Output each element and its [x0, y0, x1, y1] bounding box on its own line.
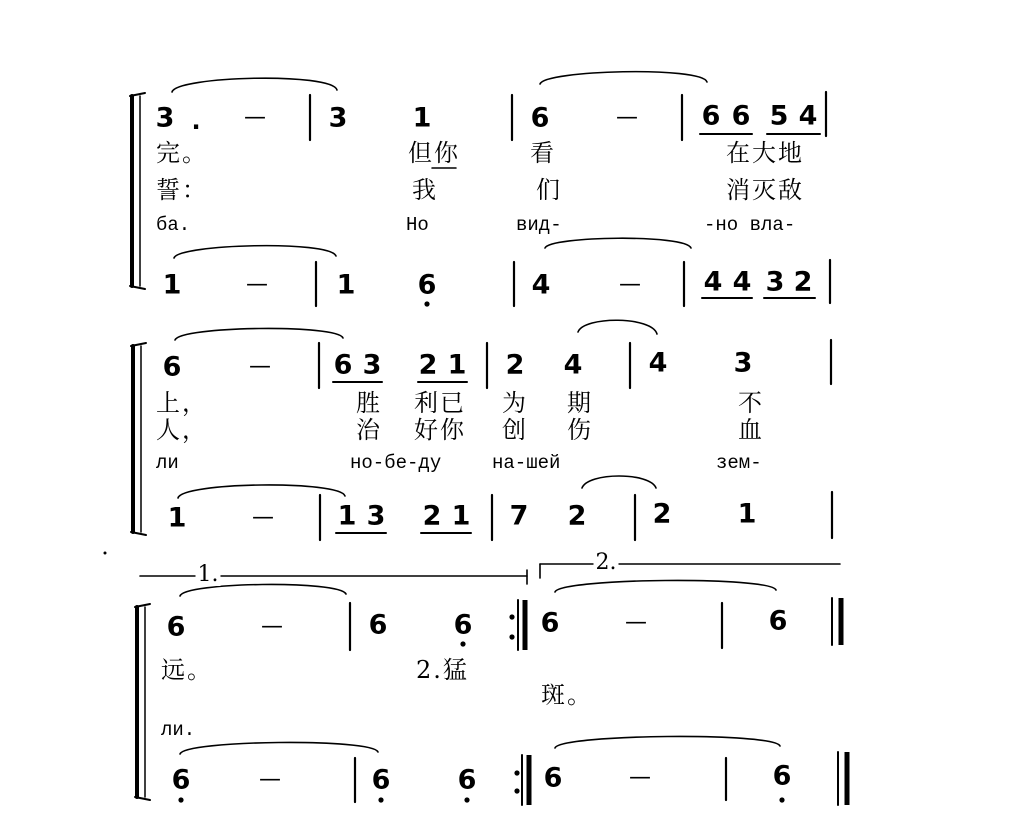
upper-note: 3	[362, 349, 382, 381]
lower-note: 6	[543, 762, 563, 794]
slur	[555, 580, 776, 592]
lower-note: 1	[737, 498, 757, 530]
lyric-cn-verse2: 们	[536, 176, 562, 204]
lyric-cn-verse2: 人，	[156, 416, 208, 444]
lower-note: 1	[337, 500, 357, 532]
lower-note: 6	[371, 764, 391, 796]
lower-note: 4	[531, 269, 551, 301]
lower-note: 2	[422, 500, 442, 532]
upper-note: 1	[412, 102, 432, 134]
lyric-cn-verse2: 誓：	[156, 176, 208, 204]
octave-dot	[460, 641, 465, 646]
upper-note: 3	[155, 102, 175, 134]
system-3-bracket	[135, 604, 150, 800]
repeat-dot	[514, 770, 519, 775]
lyric-ru: Но	[406, 214, 429, 236]
duration-dash: —	[244, 105, 266, 130]
upper-note: 6	[162, 351, 182, 383]
slur	[180, 742, 378, 754]
slur	[555, 736, 780, 748]
lyric-ru: ли	[156, 452, 179, 474]
lower-note: 7	[509, 500, 529, 532]
lyric-cn-verse2: 治	[356, 416, 382, 444]
upper-note: 6	[530, 102, 550, 134]
lyric-cn-verse2: 伤	[567, 416, 593, 444]
system-1-bracket	[130, 93, 145, 289]
upper-note: 6	[701, 100, 721, 132]
slur	[578, 320, 657, 334]
upper-note: 2	[418, 349, 438, 381]
lyric-cn-verse2: 我	[412, 176, 438, 204]
upper-note: 6	[731, 100, 751, 132]
lower-note: 1	[167, 502, 187, 534]
system-3-barlines	[350, 603, 726, 802]
lower-note: 4	[732, 266, 752, 298]
slur	[582, 476, 656, 488]
lyric-cn-verse1: 在大地	[726, 139, 804, 167]
lyric-ru: ба.	[156, 214, 191, 236]
lyric-ru: -но вла-	[704, 214, 796, 236]
lower-note: 6	[417, 269, 437, 301]
lower-note: 4	[703, 266, 723, 298]
octave-dot	[424, 301, 429, 306]
slur	[175, 328, 343, 340]
lyric-cn-verse2: 创	[502, 416, 528, 444]
upper-note: 6	[540, 607, 560, 639]
duration-dash: —	[261, 614, 283, 639]
repeat-dot	[509, 614, 514, 619]
upper-note: 4	[648, 347, 668, 379]
duration-dash: —	[249, 354, 271, 379]
upper-note: 4	[798, 100, 818, 132]
lower-note: 6	[171, 764, 191, 796]
lower-note: 2	[652, 498, 672, 530]
lyric-ru: ли.	[161, 719, 196, 741]
upper-note: 5	[769, 100, 789, 132]
upper-note: 4	[563, 349, 583, 381]
lyric-cn-verse2: 斑。	[541, 681, 593, 709]
lower-note: 2	[793, 266, 813, 298]
lower-note: 1	[451, 500, 471, 532]
slur	[174, 246, 336, 258]
repeat-sign-upper	[509, 600, 525, 650]
repeat-sign-lower	[514, 755, 529, 805]
lower-note: 3	[765, 266, 785, 298]
lyric-ru: на-шей	[492, 452, 561, 474]
duration-dash: —	[619, 272, 641, 297]
upper-note: 6	[453, 609, 473, 641]
volta-1-label: 1.	[197, 562, 219, 587]
slur	[172, 78, 337, 92]
lower-note: 6	[457, 764, 477, 796]
lyric-cn-verse1: 上，	[156, 389, 208, 417]
lower-note: 2	[567, 500, 587, 532]
duration-dash: —	[629, 765, 651, 790]
lyric-cn-verse1: 利已	[414, 389, 466, 417]
octave-dot	[378, 797, 383, 802]
lyric-cn-verse1: 但你	[408, 139, 460, 167]
upper-note: 6	[166, 611, 186, 643]
lyric-cn-verse1: 为	[502, 389, 528, 417]
lyric-ru: но-бе-ду	[350, 452, 442, 474]
volta-brackets	[140, 562, 840, 587]
lower-note: 6	[772, 760, 792, 792]
lyric-cn-verse1: 远。	[161, 656, 213, 684]
lyric-cn-verse1: 看	[530, 139, 556, 167]
lyric-cn-verse1: 完。	[156, 139, 208, 167]
octave-dot	[779, 797, 784, 802]
lyric-cn-verse2: 消灭敌	[726, 176, 804, 204]
lyric-cn-verse2: 血	[738, 416, 764, 444]
octave-dot	[178, 797, 183, 802]
upper-note: 2	[505, 349, 525, 381]
lower-note: 1	[336, 269, 356, 301]
slur	[545, 238, 691, 248]
lyric-cn-verse1: 期	[567, 389, 593, 417]
repeat-dot	[514, 788, 519, 793]
volta-2-label: 2.	[595, 550, 617, 575]
stray-dot	[104, 552, 107, 555]
lower-note: 1	[162, 269, 182, 301]
duration-dash: —	[616, 105, 638, 130]
final-barline-upper	[832, 598, 841, 645]
octave-dot	[464, 797, 469, 802]
lyric-cn-verse1: 2.猛	[416, 656, 469, 684]
system-3-slurs	[180, 580, 780, 754]
lyric-cn-verse2: 好你	[414, 416, 466, 444]
lyric-ru: вид-	[516, 214, 562, 236]
augmentation-dot: .	[191, 107, 201, 135]
upper-note: 1	[447, 349, 467, 381]
repeat-dot	[509, 634, 514, 639]
lyric-cn-verse1: 胜	[356, 389, 382, 417]
system-2-bracket	[131, 343, 146, 535]
lyric-cn-verse1: 不	[738, 389, 764, 417]
lyric-ru: зем-	[716, 452, 762, 474]
slur	[540, 72, 707, 84]
upper-note: 6	[368, 609, 388, 641]
duration-dash: —	[625, 610, 647, 635]
upper-note: 3	[328, 102, 348, 134]
lower-note: 3	[366, 500, 386, 532]
upper-note: 3	[733, 347, 753, 379]
duration-dash: —	[259, 767, 281, 792]
duration-dash: —	[252, 505, 274, 530]
upper-note: 6	[768, 605, 788, 637]
duration-dash: —	[246, 272, 268, 297]
final-barline-lower	[838, 752, 847, 805]
upper-note: 6	[333, 349, 353, 381]
